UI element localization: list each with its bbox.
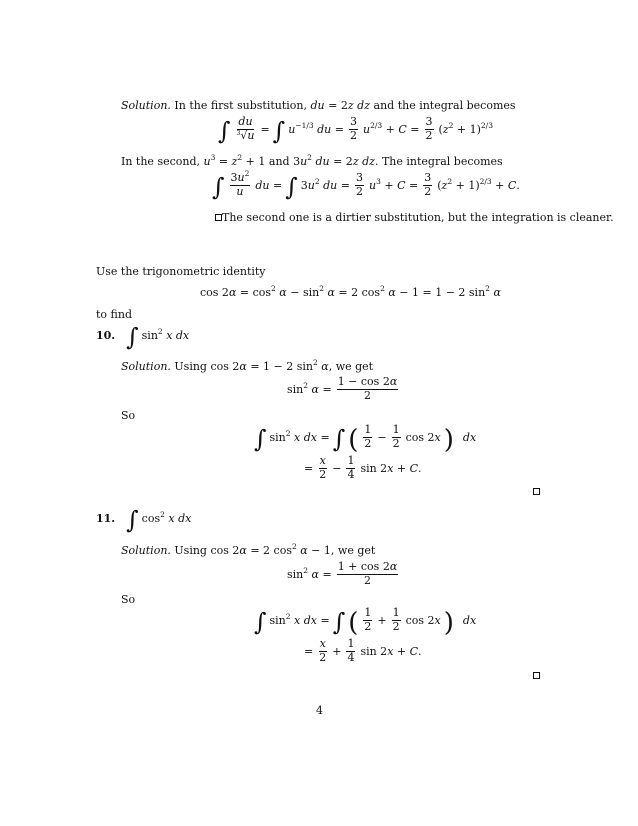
math-du-eq: du <box>310 99 325 112</box>
eq-p11-sin2-half: $\sin^2 \alpha$ = $\frac{1 + \cos 2\alpha}{2}$ <box>287 560 398 587</box>
p11-we-get: , we get <box>330 544 376 557</box>
identity-intro: Use the trigonometric identity <box>96 265 266 278</box>
sol1-line2: In the second, $u^3 = z^2 + 1$ and $3u^2$ du = 2z dz. The integral becomes <box>121 153 503 168</box>
p10-qed <box>533 486 540 497</box>
p11-solution-line: Solution. Using cos 2α = 2 $\cos^2 \alpha - 1$, we get <box>121 542 376 557</box>
problem-11-number: 11. <box>96 511 116 525</box>
eq-second-substitution: ∫ $\frac{3u^2}{u}$ du = ∫ $3u^2$ du = $\frac{3}{2}$ $u^3 + C$ = $\frac{3}{2}$ $(z^2 + 1)^{2/3} + C$. <box>212 169 520 202</box>
sol1-remark <box>215 212 614 223</box>
identity-after: to find <box>96 308 133 321</box>
sol1-text-e: The integral becomes <box>381 155 503 168</box>
p10-so: So <box>121 409 136 422</box>
eq-p11-result: = $\frac{x}{2}$ + $\frac{1}{4}$ sin 2x + C. <box>304 637 422 664</box>
p10-we-get: , we get <box>328 360 374 373</box>
eq-p11-integral: ∫ $\sin^2 x$ dx = ∫ ( $\frac{1}{2}$ + $\frac{1}{2}$ cos 2x ) dx <box>254 606 477 639</box>
p11-so: So <box>121 593 136 606</box>
p10-using: Using <box>174 360 207 373</box>
sol1-text-a: In the first substitution, <box>174 99 308 112</box>
eq-p10-integral: ∫ $\sin^2 x$ dx = ∫ ( $\frac{1}{2}$ − $\frac{1}{2}$ cos 2x ) dx <box>254 423 477 456</box>
p11-qed <box>533 670 540 681</box>
eq-trig-identity: $\cos 2\alpha = \cos^2 \alpha - \sin^2 \alpha = 2$ $\cos^2 \alpha - 1 = 1 - 2$ $\sin^2 \alpha$ <box>200 284 501 299</box>
qed-box <box>215 214 222 221</box>
page-number: 4 <box>316 704 323 717</box>
solution-label: Solution. <box>121 99 171 112</box>
p10-solution-line: Solution. Using cos 2α = 1 − 2 $\sin^2 \alpha$, we get <box>121 358 374 373</box>
p11-using: Using <box>174 544 207 557</box>
sol1-remark-text: The second one is a dirtier substitution, but the integration is cleaner. <box>222 211 614 224</box>
eq-first-substitution: ∫ $\frac{du}{^3√u}$ = ∫ $u^{-1/3}$ du = $\frac{3}{2}$ $u^{2/3} + C$ = $\frac{3}{2}$ $(z^2 + 1)^{2/3}$ <box>218 115 493 146</box>
problem-10: 10. ∫ $\sin^2 x$ dx <box>96 323 190 351</box>
problem-10-number: 10. <box>96 328 116 342</box>
problem-11: 11. ∫ $\cos^2 x$ dx <box>96 506 192 534</box>
eq-p10-result: = $\frac{x}{2}$ − $\frac{1}{4}$ sin 2x + C. <box>304 454 422 481</box>
p10-solution-label: Solution. <box>121 360 171 373</box>
p11-solution-label: Solution. <box>121 544 171 557</box>
sol1-text-c: In the second, <box>121 155 200 168</box>
sol1-text-d: and <box>268 155 290 168</box>
sol1-line1: Solution. In the first substitution, du = 2z dz and the integral becomes <box>121 99 516 112</box>
eq-p10-sin2-half: $\sin^2 \alpha$ = $\frac{1 - \cos 2\alpha}{2}$ <box>287 375 398 402</box>
sol1-text-b: and the integral becomes <box>373 99 516 112</box>
